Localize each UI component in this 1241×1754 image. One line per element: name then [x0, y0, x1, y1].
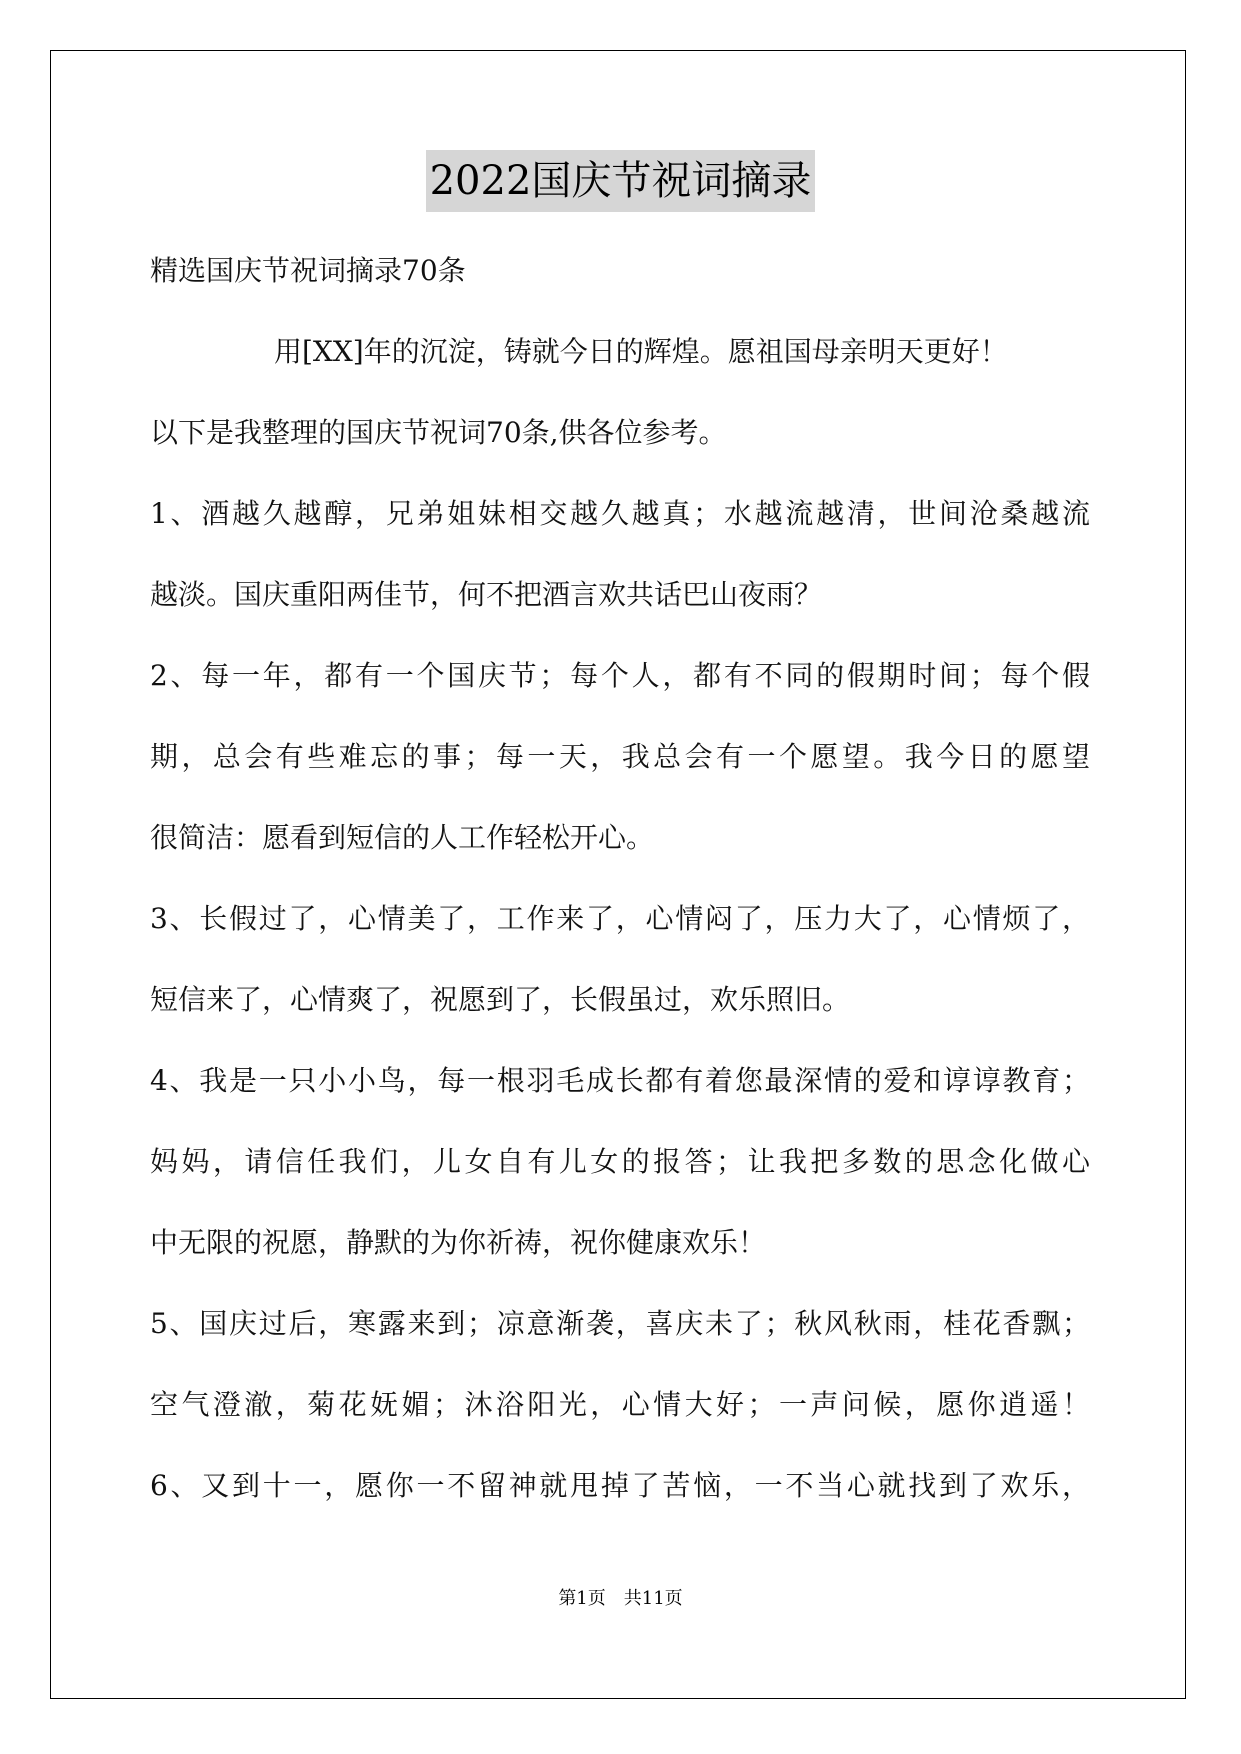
body-line: 6、又到十一，愿你一不留神就甩掉了苦恼，一不当心就找到了欢乐， [150, 1469, 1090, 1502]
body-line: 期，总会有些难忘的事；每一天，我总会有一个愿望。我今日的愿望 [150, 740, 1090, 773]
body-line: 1、酒越久越醇，兄弟姐妹相交越久越真；水越流越清，世间沧桑越流 [150, 497, 1090, 530]
document-title-wrap [0, 150, 1241, 212]
body-line: 4、我是一只小小鸟，每一根羽毛成长都有着您最深情的爱和谆谆教育； [150, 1064, 1090, 1097]
body-line: 2、每一年，都有一个国庆节；每个人，都有不同的假期时间；每个假 [150, 659, 1090, 692]
body-line: 空气澄澈，菊花妩媚；沐浴阳光，心情大好；一声问候，愿你逍遥！ [150, 1388, 1090, 1421]
body-line: 3、长假过了，心情美了，工作来了，心情闷了，压力大了，心情烦了， [150, 902, 1090, 935]
body-line: 很简洁：愿看到短信的人工作轻松开心。 [150, 821, 655, 854]
body-line: 以下是我整理的国庆节祝词70条,供各位参考。 [150, 416, 727, 449]
body-line: 5、国庆过后，寒露来到；凉意渐袭，喜庆未了；秋风秋雨，桂花香飘； [150, 1307, 1090, 1340]
document-title: 2022国庆节祝词摘录 [426, 150, 816, 212]
body-line: 中无限的祝愿，静默的为你祈祷，祝你健康欢乐！ [150, 1226, 767, 1259]
body-line: 精选国庆节祝词摘录70条 [150, 254, 466, 287]
body-line: 短信来了，心情爽了，祝愿到了，长假虽过，欢乐照旧。 [150, 983, 851, 1016]
body-line: 妈妈，请信任我们，儿女自有儿女的报答；让我把多数的思念化做心 [150, 1145, 1090, 1178]
page-number-footer: 第1页 共11页 [558, 1588, 683, 1609]
body-line: 用[XX]年的沉淀，铸就今日的辉煌。愿祖国母亲明天更好！ [274, 335, 1008, 368]
document-body [150, 230, 1090, 1526]
body-line: 越淡。国庆重阳两佳节，何不把酒言欢共话巴山夜雨？ [150, 578, 823, 611]
